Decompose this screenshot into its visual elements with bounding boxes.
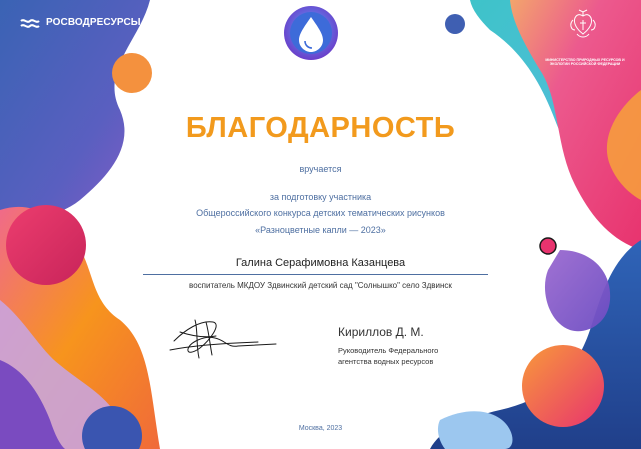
city-year: Москва, 2023 bbox=[298, 425, 343, 432]
reason-line-2: Общероссийского конкурса детских тематических рисунков bbox=[196, 208, 445, 218]
signatory-role-line-1: Руководитель Федерального bbox=[338, 346, 439, 355]
org-logo-text: РОСВОДРЕСУРСЫ bbox=[46, 17, 141, 28]
recipient-name: Галина Серафимовна Казанцева bbox=[235, 257, 406, 269]
awarded-text: вручается bbox=[299, 164, 342, 174]
signature-drawing bbox=[170, 320, 276, 358]
signatory-role bbox=[338, 345, 478, 367]
signatory-name: Кириллов Д. М. bbox=[338, 325, 424, 339]
name-underline bbox=[143, 274, 488, 275]
certificate-title: БЛАГОДАРНОСТЬ bbox=[185, 112, 456, 144]
reason-line-1: за подготовку участника bbox=[269, 192, 372, 202]
signatory-role-line-2: агентства водных ресурсов bbox=[338, 357, 434, 366]
ministry-logo-text: МИНИСТЕРСТВО ПРИРОДНЫХ РЕСУРСОВ И ЭКОЛОГИИ РОССИЙСКОЙ ФЕДЕРАЦИИ bbox=[545, 58, 625, 67]
recipient-position: воспитатель МКДОУ Здвинский детский сад "Солнышко" село Здвинск bbox=[189, 281, 452, 290]
reason-line-3: «Разноцветные капли — 2023» bbox=[255, 225, 386, 235]
org-logo bbox=[22, 17, 141, 28]
